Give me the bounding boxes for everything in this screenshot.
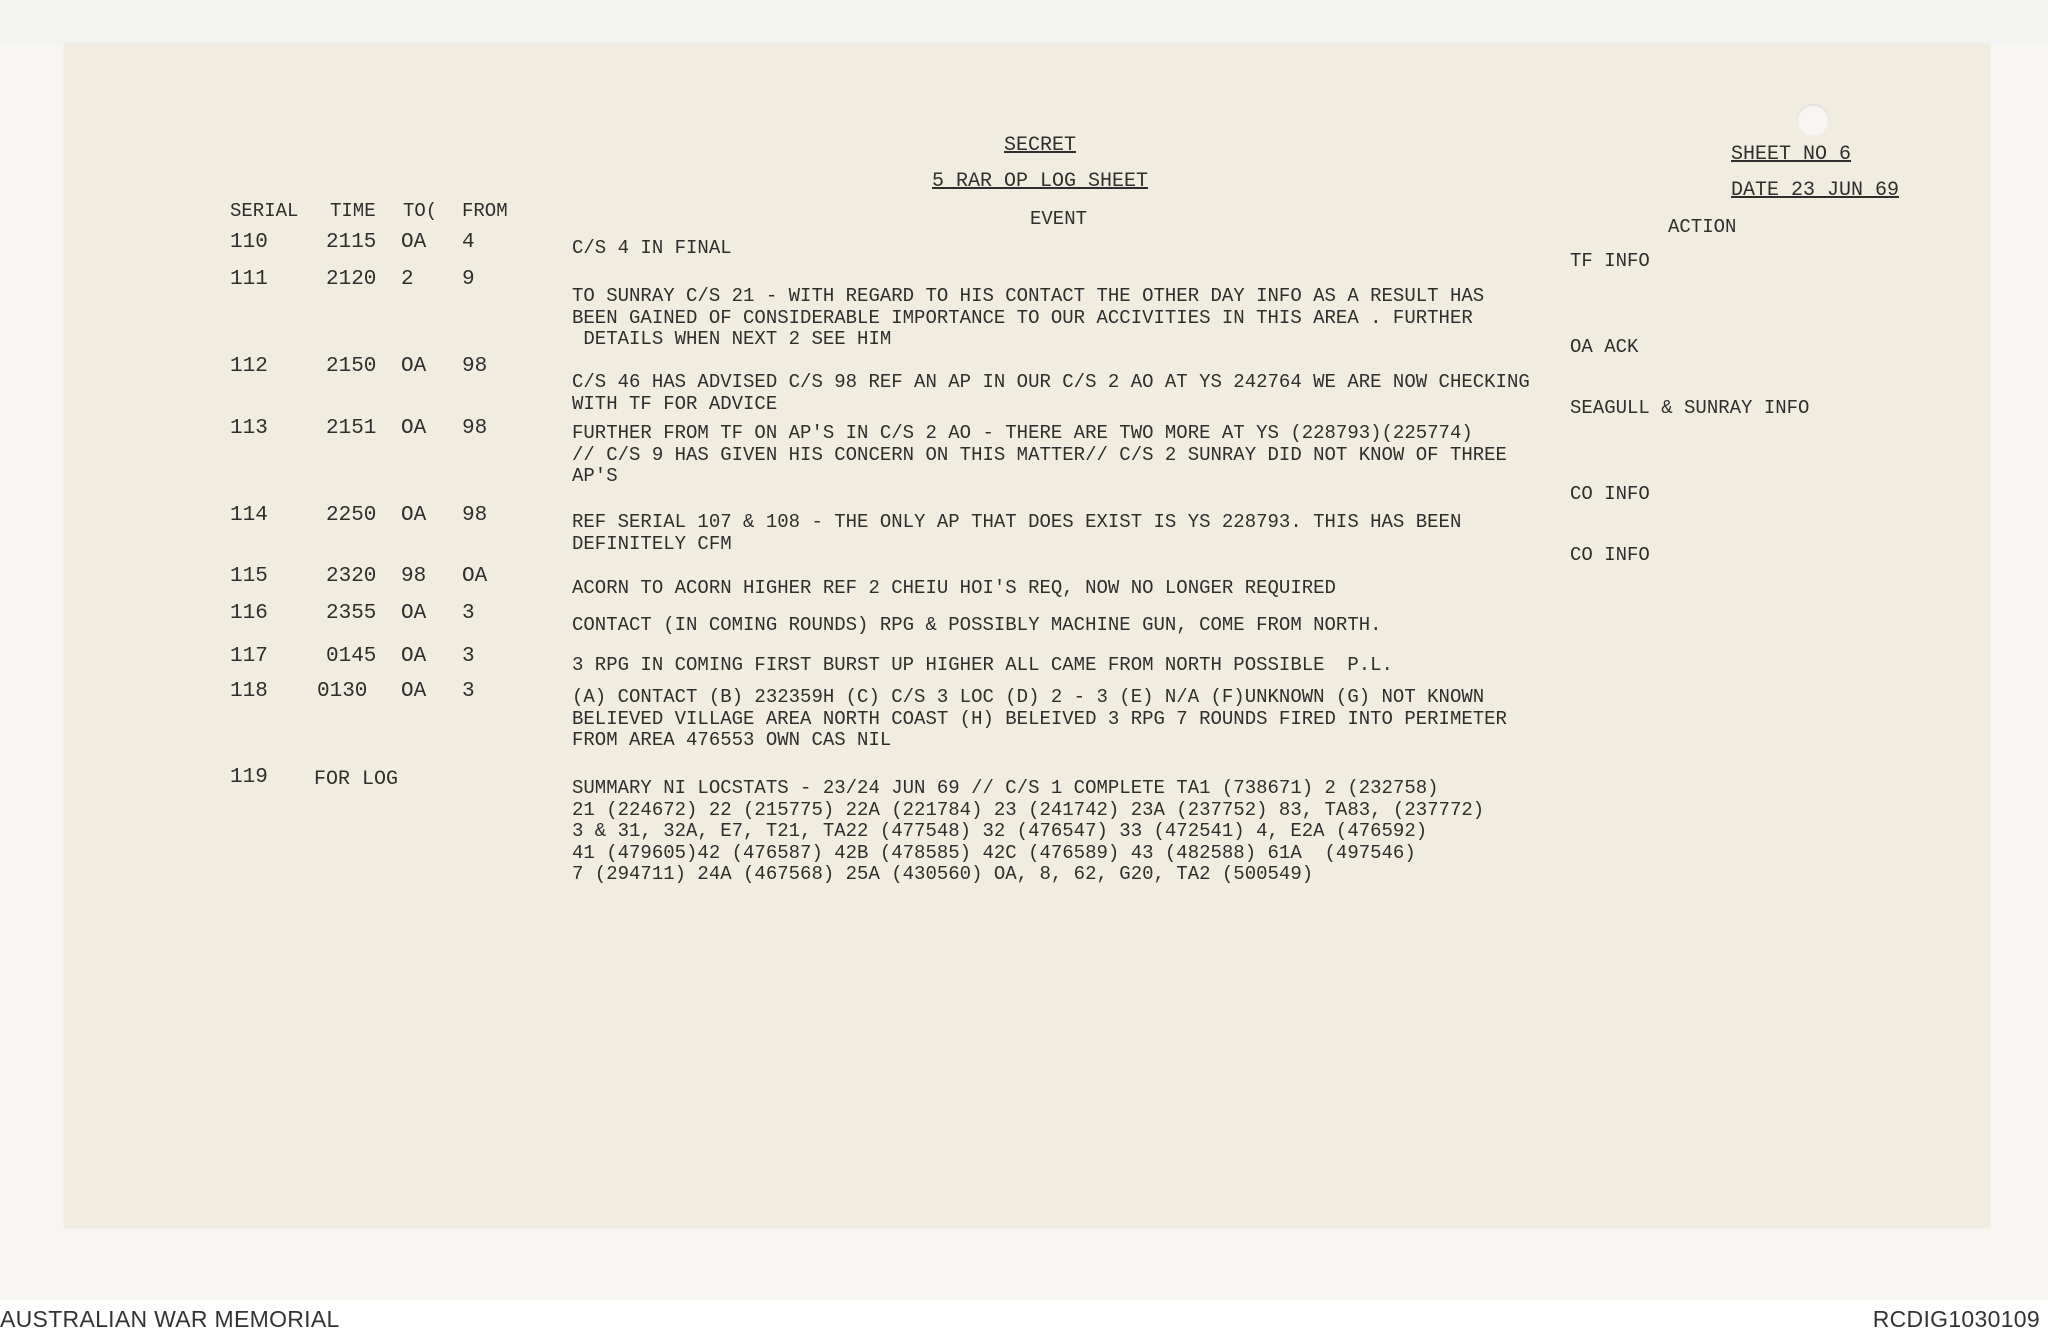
entry-to: OA (401, 602, 427, 625)
entry-action: CO INFO (1570, 544, 1650, 566)
entry-from: 9 (462, 268, 475, 291)
entry-action: OA ACK (1570, 336, 1639, 358)
sheet-title: 5 RAR OP LOG SHEET (932, 170, 1149, 193)
entry-from: 3 (462, 602, 475, 625)
entry-event: (A) CONTACT (B) 232359H (C) C/S 3 LOC (D) 2 - 3 (E) N/A (F)UNKNOWN (G) NOT KNOWN BELIEVED VILLAGE AREA NORTH COAST (H) BELEIVED 3 RPG 7 ROUNDS FIRED INTO PERIMETER FROM AREA 476553 OWN CAS NIL (572, 686, 1507, 751)
entry-event: FURTHER FROM TF ON AP'S IN C/S 2 AO - THERE ARE TWO MORE AT YS (228793)(225774) // C/S 9 HAS GIVEN HIS CONCERN ON THIS MATTER// C/S 2 SUNRAY DID NOT KNOW OF THREE AP'S (572, 422, 1507, 487)
column-header-time: TIME (330, 200, 376, 222)
entry-serial: 110 (230, 231, 268, 254)
entry-serial: 116 (230, 602, 268, 625)
entry-event: TO SUNRAY C/S 21 - WITH REGARD TO HIS CONTACT THE OTHER DAY INFO AS A RESULT HAS BEEN GAINED OF CONSIDERABLE IMPORTANCE TO OUR ACCIVITIES IN THIS AREA . FURTHER DETAILS WHEN NEXT 2 SEE HIM (572, 285, 1485, 350)
entry-to: OA (401, 680, 427, 703)
classification-heading: SECRET (1004, 134, 1077, 157)
footer-institution: AUSTRALIAN WAR MEMORIAL (0, 1306, 340, 1332)
entry-event: C/S 4 IN FINAL (572, 237, 732, 259)
entry-serial: 112 (230, 355, 268, 378)
footer-record-id: RCDIG1030109 (1872, 1306, 2040, 1332)
entry-event: CONTACT (IN COMING ROUNDS) RPG & POSSIBLY MACHINE GUN, COME FROM NORTH. (572, 614, 1382, 636)
column-header-action: ACTION (1668, 216, 1737, 238)
entry-to: OA (401, 355, 427, 378)
entry-serial: 113 (230, 417, 268, 440)
entry-serial: 119 (230, 766, 268, 789)
entry-event: REF SERIAL 107 & 108 - THE ONLY AP THAT DOES EXIST IS YS 228793. THIS HAS BEEN DEFINITELY CFM (572, 511, 1462, 555)
sheet-date: DATE 23 JUN 69 (1731, 179, 1900, 202)
entry-time: FOR LOG (314, 768, 399, 791)
entry-from: 98 (462, 504, 488, 527)
entry-from: 4 (462, 231, 475, 254)
entry-event: SUMMARY NI LOCSTATS - 23/24 JUN 69 // C/S 1 COMPLETE TA1 (738671) 2 (232758) 21 (224672) 22 (215775) 22A (221784) 23 (241742) 23A (237752) 83, TA83, (237772) 3 & 31, 32A, E7, T21, TA22 (477548) 32 (476547) 33 (472541) 4, E2A (476592) 41 (479605)42 (476587) 42B (478585) 42C (476589) 43 (482588) 61A (497546) 7 (294711) 24A (467568) 25A (430560) OA, 8, 62, G20, TA2 (500549) (572, 777, 1485, 885)
entry-time: 2115 (326, 231, 377, 254)
entry-time: 2320 (326, 565, 377, 588)
entry-from: 98 (462, 355, 488, 378)
entry-from: 98 (462, 417, 488, 440)
entry-to: OA (401, 645, 427, 668)
top-margin (0, 0, 2048, 44)
entry-event: ACORN TO ACORN HIGHER REF 2 CHEIU HOI'S REQ, NOW NO LONGER REQUIRED (572, 577, 1336, 599)
punch-hole (1797, 104, 1829, 136)
column-header-to: TO( (403, 200, 438, 222)
entry-serial: 117 (230, 645, 268, 668)
entry-event: 3 RPG IN COMING FIRST BURST UP HIGHER ALL CAME FROM NORTH POSSIBLE P.L. (572, 654, 1393, 676)
entry-action: CO INFO (1570, 483, 1650, 505)
entry-time: 2150 (326, 355, 377, 378)
entry-time: 2151 (326, 417, 377, 440)
entry-time: 2355 (326, 602, 377, 625)
entry-to: 2 (401, 268, 414, 291)
sheet-number: SHEET NO 6 (1731, 143, 1852, 166)
entry-action: SEAGULL & SUNRAY INFO (1570, 397, 1810, 419)
entry-time: 0130 (317, 680, 368, 703)
entry-to: OA (401, 231, 427, 254)
entry-time: 0145 (326, 645, 377, 668)
entry-action: TF INFO (1570, 250, 1650, 272)
entry-to: 98 (401, 565, 427, 588)
entry-serial: 114 (230, 504, 268, 527)
entry-event: C/S 46 HAS ADVISED C/S 98 REF AN AP IN OUR C/S 2 AO AT YS 242764 WE ARE NOW CHECKING WITH TF FOR ADVICE (572, 371, 1530, 415)
entry-serial: 111 (230, 268, 268, 291)
entry-to: OA (401, 504, 427, 527)
entry-time: 2250 (326, 504, 377, 527)
column-header-from: FROM (462, 200, 508, 222)
entry-from: OA (462, 565, 488, 588)
entry-from: 3 (462, 680, 475, 703)
entry-time: 2120 (326, 268, 377, 291)
column-header-serial: SERIAL (230, 200, 299, 222)
entry-serial: 115 (230, 565, 268, 588)
entry-serial: 118 (230, 680, 268, 703)
entry-from: 3 (462, 645, 475, 668)
column-header-event: EVENT (1030, 208, 1088, 230)
entry-to: OA (401, 417, 427, 440)
